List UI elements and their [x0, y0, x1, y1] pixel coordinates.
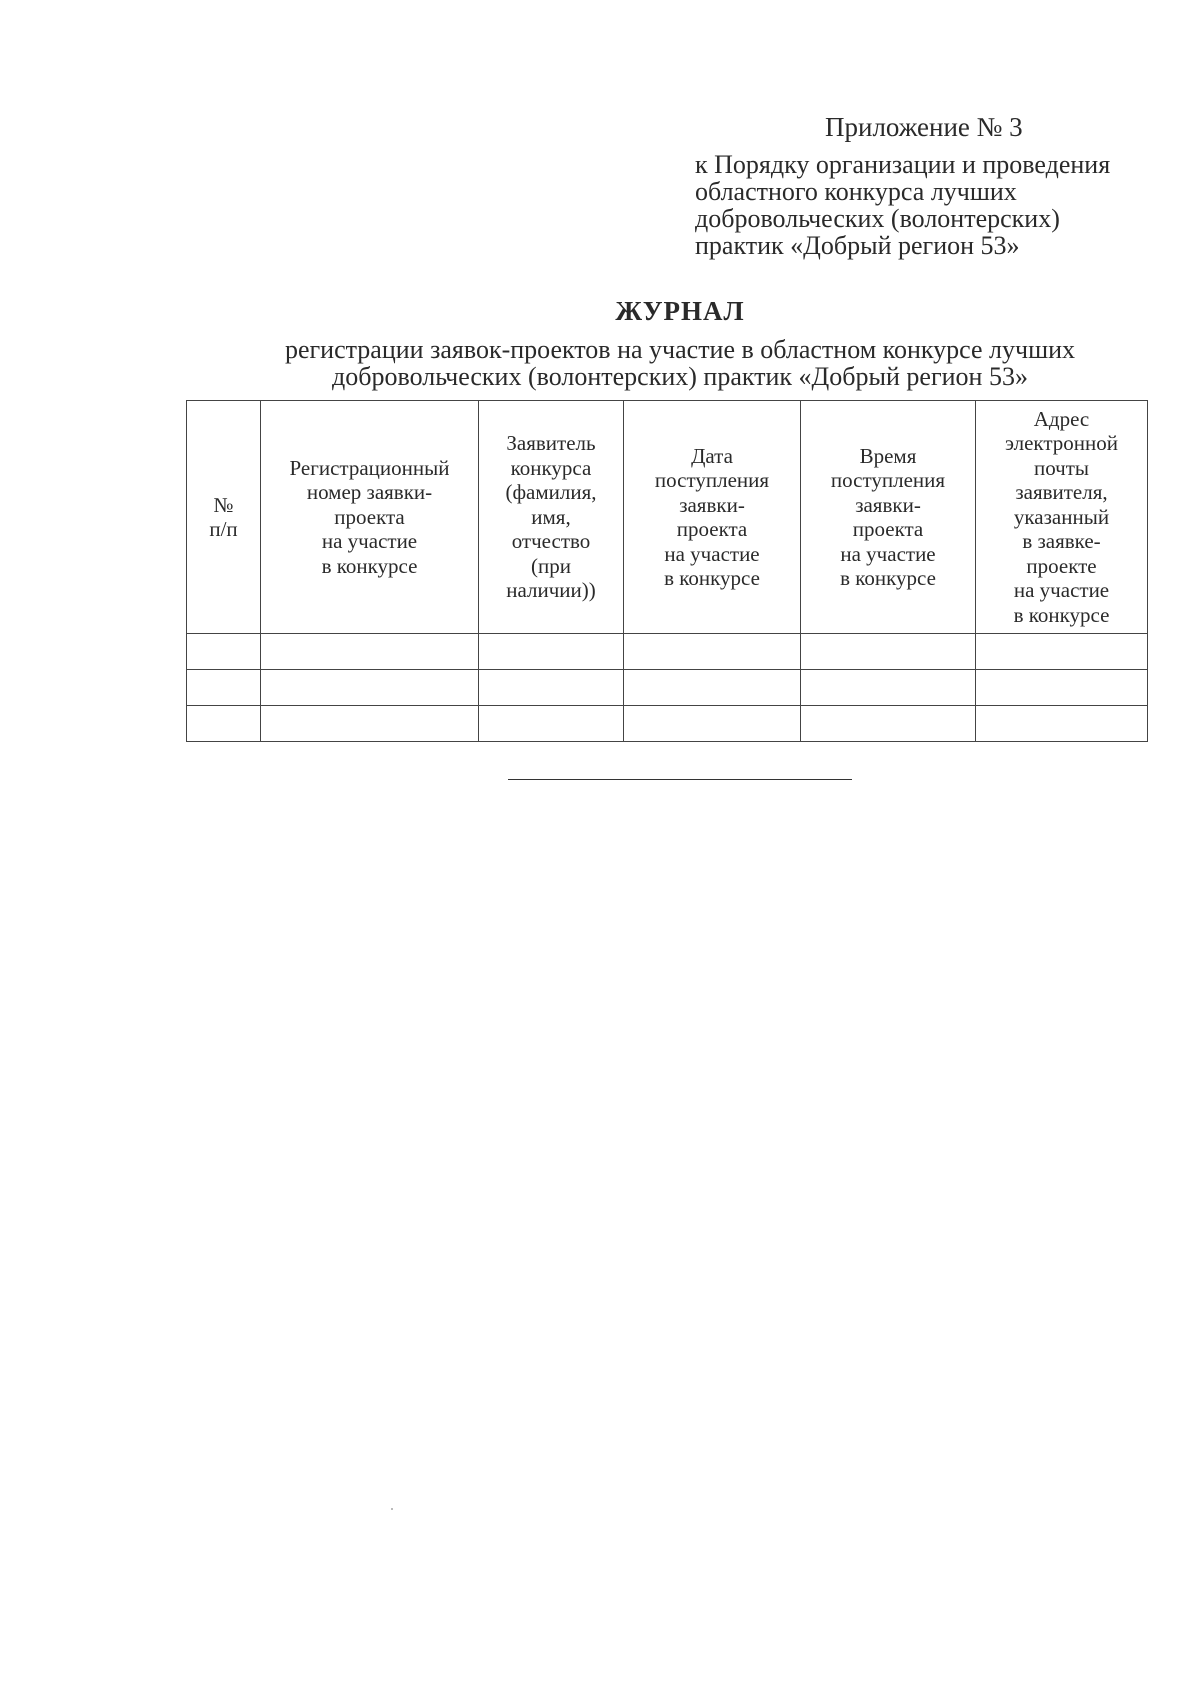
column-header-line: (фамилия,: [505, 480, 597, 505]
registration-journal-table: [186, 400, 1148, 742]
table-row: [187, 670, 1148, 706]
column-header-line: имя,: [531, 504, 571, 529]
table-cell: [187, 706, 261, 742]
column-header-line: конкурса: [510, 455, 592, 480]
column-header-line: заявки-: [855, 492, 921, 517]
table-cell: [479, 706, 624, 742]
column-header-line: на участие: [1013, 578, 1110, 603]
column-header-line: в конкурсе: [1013, 602, 1110, 627]
column-header-line: на участие: [840, 541, 936, 566]
table-cell: [801, 634, 976, 670]
appendix-reference-line: к Порядку организации и проведения: [695, 150, 1111, 179]
column-header-line: номер заявки-: [306, 480, 433, 505]
column-header-line: на участие: [664, 541, 760, 566]
column-header-line: указанный: [1013, 504, 1110, 529]
table-header-row: [187, 401, 1148, 634]
table-cell: [261, 670, 479, 706]
column-header-line: наличии)): [506, 578, 596, 603]
document-subtitle-line: регистрации заявок-проектов на участие в областном конкурсе лучших: [284, 335, 1076, 364]
column-header-line: почты: [1033, 455, 1090, 480]
column-applicant-email: [976, 401, 1148, 634]
table-cell: [479, 634, 624, 670]
column-header-line: в конкурсе: [664, 566, 760, 590]
document-subtitle-line: добровольческих (волонтерских) практик «Добрый регион 53»: [332, 362, 1028, 391]
column-header-line: проекте: [1026, 553, 1097, 578]
column-header-line: Время: [859, 443, 917, 468]
column-header-line: заявителя,: [1015, 480, 1108, 505]
table-cell: [624, 634, 801, 670]
table-cell: [479, 670, 624, 706]
column-applicant: [479, 401, 624, 634]
column-registration-number: [261, 401, 479, 634]
column-number: [187, 401, 261, 634]
column-header-line: проекта: [852, 517, 924, 541]
table-cell: [801, 670, 976, 706]
column-header-line: отчество: [511, 529, 591, 554]
table-cell: [187, 670, 261, 706]
table-row: [187, 706, 1148, 742]
column-header-line: поступления: [830, 468, 946, 492]
table-row: [187, 634, 1148, 670]
column-header-line: проекта: [676, 517, 748, 541]
document-title: ЖУРНАЛ: [615, 296, 745, 326]
column-header-line: №: [213, 492, 234, 517]
table-cell: [624, 706, 801, 742]
column-receipt-time: [801, 401, 976, 634]
column-header-line: в конкурсе: [840, 566, 936, 590]
closing-rule: [508, 779, 852, 780]
table-cell: [976, 634, 1148, 670]
column-header-line: (при: [531, 553, 571, 578]
table-cell: [261, 634, 479, 670]
column-header-line: Адрес: [1033, 406, 1090, 431]
column-header-line: в заявке-: [1022, 529, 1101, 554]
column-header-line: п/п: [209, 517, 238, 541]
column-receipt-date: [624, 401, 801, 634]
appendix-reference-line: областного конкурса лучших: [695, 177, 1017, 206]
column-header-line: Дата: [691, 443, 733, 468]
document-subtitle: [0, 336, 1200, 390]
appendix-reference-line: практик «Добрый регион 53»: [695, 231, 1020, 260]
appendix-reference-line: добровольческих (волонтерских): [695, 204, 1060, 233]
column-header-line: Заявитель: [506, 431, 596, 456]
column-header-line: проекта: [334, 504, 405, 529]
table-cell: [976, 706, 1148, 742]
table-cell: [187, 634, 261, 670]
appendix-title: Приложение № 3: [825, 112, 1023, 142]
table-cell: [624, 670, 801, 706]
table-cell: [801, 706, 976, 742]
scan-speck: [391, 1508, 393, 1510]
column-header-line: электронной: [1004, 431, 1118, 456]
column-header-line: Регистрационный: [289, 455, 450, 480]
table-cell: [261, 706, 479, 742]
column-header-line: заявки-: [679, 492, 745, 517]
column-header-line: в конкурсе: [321, 553, 418, 578]
column-header-line: на участие: [321, 529, 418, 554]
table-cell: [976, 670, 1148, 706]
appendix-reference: [695, 151, 1110, 259]
column-header-line: поступления: [654, 468, 770, 492]
